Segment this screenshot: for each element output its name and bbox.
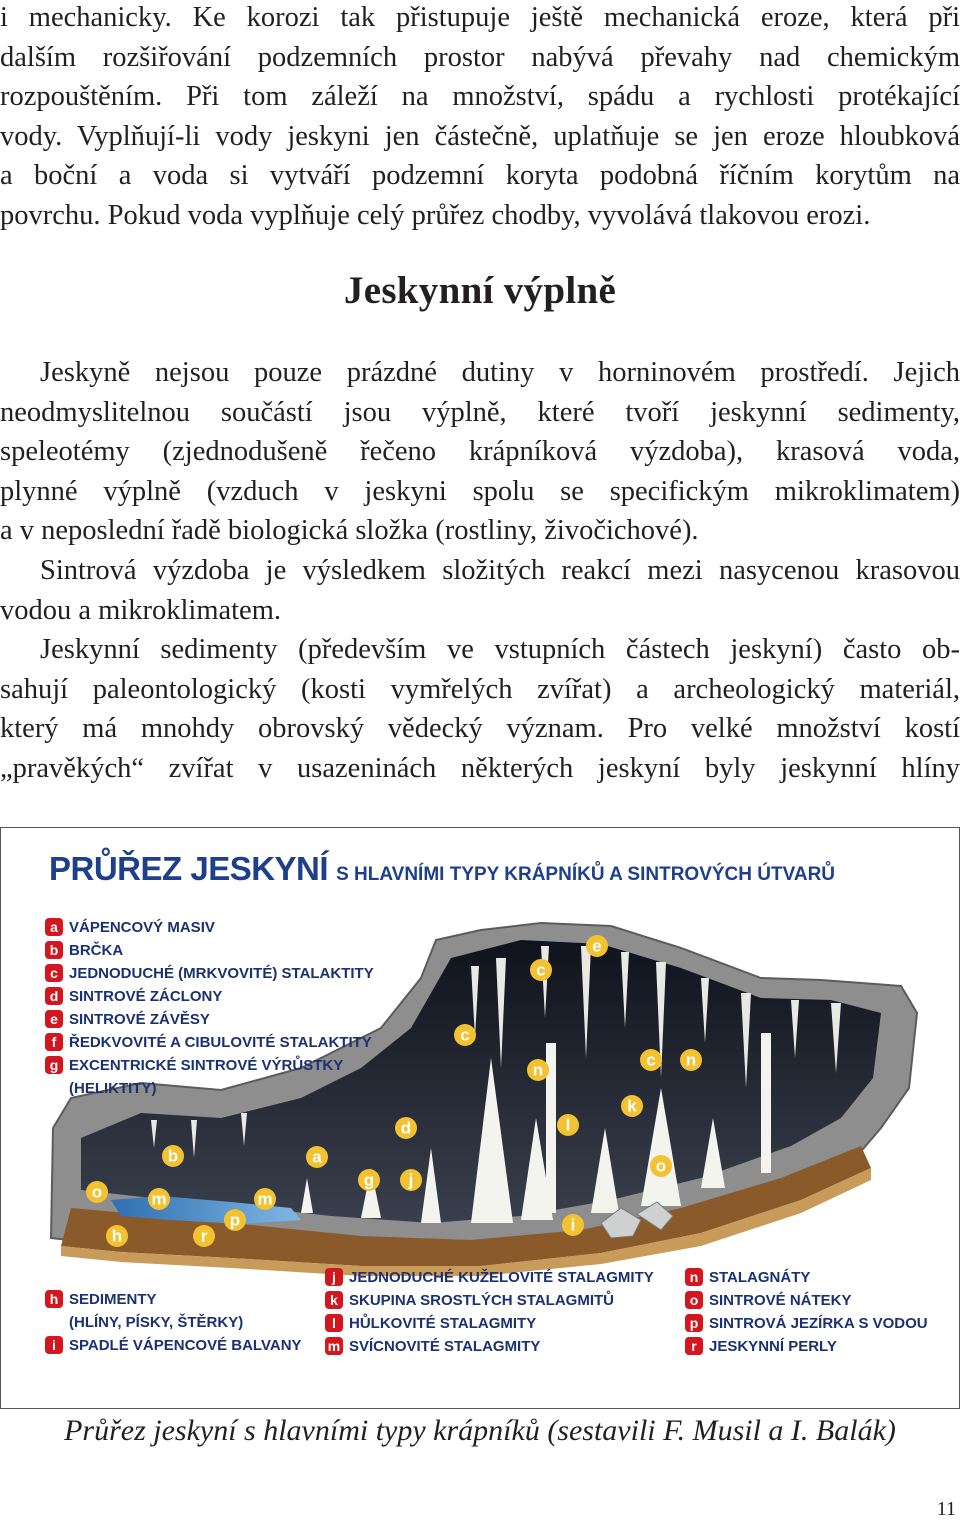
svg-text:g: g: [363, 1170, 375, 1190]
legend-key: d: [45, 987, 63, 1005]
legend-item: [685, 1314, 928, 1337]
legend-item: [45, 1336, 302, 1359]
sinter-paragraph: [0, 551, 960, 630]
legend-text: SINTROVÁ JEZÍRKA S VODOU: [709, 1315, 928, 1332]
legend-key: k: [325, 1291, 343, 1309]
text-line: vody. Vyplňují-li vody jeskyni jen částečně, uplatňuje se jen eroze hloubková: [0, 120, 960, 152]
cave-cross-section-figure: [0, 827, 960, 1409]
text-line: Sintrová výzdoba je výsledkem složitých reakcí mezi nasycenou krasovou: [40, 555, 960, 586]
legend-text: EXCENTRICKÉ SINTROVÉ VÝRŮSTKY: [69, 1057, 344, 1074]
svg-text:c: c: [646, 1050, 656, 1070]
figure-title-main: PRŮŘEZ JESKYNÍ: [49, 850, 329, 887]
svg-text:c: c: [460, 1025, 470, 1045]
legend-key: m: [325, 1337, 343, 1355]
legend-key: g: [45, 1056, 63, 1074]
legend-text: (HLÍNY, PÍSKY, ŠTĚRKY): [69, 1314, 244, 1331]
legend-key: o: [685, 1291, 703, 1309]
legend-key: p: [685, 1314, 703, 1332]
legend-key: b: [45, 941, 63, 959]
legend-text: STALAGNÁTY: [709, 1269, 811, 1286]
legend-item: [325, 1337, 654, 1360]
legend-text: JEDNODUCHÉ (MRKVOVITÉ) STALAKTITY: [69, 965, 374, 982]
legend-text: SINTROVÉ ZÁCLONY: [69, 988, 223, 1005]
svg-text:r: r: [200, 1226, 208, 1246]
legend-key: n: [685, 1268, 703, 1286]
svg-text:c: c: [536, 960, 546, 980]
svg-text:k: k: [627, 1096, 637, 1116]
legend-item: [685, 1268, 928, 1291]
legend-key: j: [325, 1268, 343, 1286]
text-line: neodmyslitelnou součástí jsou výplně, které tvoří jeskynní sedimenty,: [0, 396, 960, 428]
text-line: i mechanicky. Ke korozi tak přistupuje ještě mechanická eroze, která při: [0, 2, 960, 33]
text-line: plynné výplně (vzduch v jeskyni spolu se specifickým mikroklimatem): [0, 475, 960, 507]
text-line: který má mnohdy obrovský vědecký význam. Pro velké množství kostí: [0, 713, 960, 745]
svg-text:d: d: [400, 1118, 412, 1138]
svg-text:i: i: [570, 1215, 576, 1235]
legend-text: BRČKA: [69, 942, 124, 959]
legend-item: [45, 987, 374, 1010]
text-line: vodou a mikroklimatem.: [0, 594, 281, 626]
legend-item: [45, 918, 374, 941]
svg-text:l: l: [565, 1115, 571, 1135]
legend-key: l: [325, 1314, 343, 1332]
legend-text: SPADLÉ VÁPENCOVÉ BALVANY: [69, 1337, 302, 1354]
page-number: 11: [936, 1498, 956, 1520]
legend-bottom-right: [685, 1268, 928, 1360]
text-line: a boční a voda si vytváří podzemní koryta podobná říčním korytům na: [0, 160, 960, 192]
legend-item: [685, 1291, 928, 1314]
text-line: „pravěkých“ zvířat v usazeninách některých jeskyní byly jeskynní hlíny: [0, 752, 960, 784]
text-line: Jeskynní sedimenty (především ve vstupních částech jeskyní) často ob-: [40, 634, 960, 665]
legend-item: [45, 1033, 374, 1056]
legend-key: c: [45, 964, 63, 982]
svg-text:n: n: [685, 1050, 697, 1070]
legend-item: [45, 1010, 374, 1033]
legend-bottom-left: [45, 1290, 302, 1359]
sediments-paragraph: [0, 630, 960, 788]
text-line: rozpouštěním. Při tom záleží na množství, spádu a rychlosti protékající: [0, 81, 960, 113]
svg-text:a: a: [312, 1147, 322, 1167]
svg-text:o: o: [91, 1182, 103, 1202]
svg-text:b: b: [167, 1146, 179, 1166]
section-heading: Jeskynní výplně: [343, 269, 617, 312]
legend-key: h: [45, 1290, 63, 1308]
text-line: povrchu. Pokud voda vyplňuje celý průřez chodby, vyvolává tlakovou erozi.: [0, 199, 871, 231]
fills-paragraph: [0, 353, 960, 551]
legend-item: [685, 1337, 928, 1360]
svg-text:p: p: [229, 1210, 241, 1230]
legend-item: [45, 1290, 302, 1313]
legend-item: [45, 1313, 302, 1336]
text-line: Jeskyně nejsou pouze prázdné dutiny v horninovém prostředí. Jejich: [40, 357, 960, 388]
legend-key: e: [45, 1010, 63, 1028]
figure-title-sub: S HLAVNÍMI TYPY KRÁPNÍKŮ A SINTROVÝCH ÚTVARŮ: [336, 864, 836, 885]
legend-key: r: [685, 1337, 703, 1355]
figure-title: [49, 850, 835, 888]
legend-top: [45, 918, 374, 1102]
legend-text: SINTROVÉ NÁTEKY: [709, 1292, 852, 1309]
svg-text:o: o: [655, 1156, 667, 1176]
legend-text: JEDNODUCHÉ KUŽELOVITÉ STALAGMITY: [349, 1269, 654, 1286]
legend-text: SINTROVÉ ZÁVĚSY: [69, 1011, 210, 1028]
legend-text: ŘEDKVOVITÉ A CIBULOVITÉ STALAKTITY: [69, 1034, 372, 1051]
legend-item: [45, 964, 374, 987]
text-line: a v neposlední řadě biologická složka (rostliny, živočichové).: [0, 515, 699, 547]
legend-item: [45, 941, 374, 964]
svg-text:m: m: [257, 1189, 273, 1209]
intro-paragraph: [0, 0, 960, 236]
legend-text: SKUPINA SROSTLÝCH STALAGMITŮ: [349, 1292, 614, 1309]
svg-text:j: j: [408, 1170, 414, 1190]
text-line: dalším rozšiřování podzemních prostor nabývá převahy nad chemickým: [0, 41, 960, 73]
svg-text:n: n: [532, 1060, 544, 1080]
legend-item: [325, 1291, 654, 1314]
text-line: speleotémy (zjednodušeně řečeno krápníková výzdoba), krasová voda,: [0, 436, 960, 468]
legend-item: [45, 1079, 374, 1102]
figure-caption: Průřez jeskyní s hlavními typy krápníků (sestavili F. Musil a I. Balák): [64, 1414, 896, 1447]
legend-item: [325, 1314, 654, 1337]
legend-key: f: [45, 1033, 63, 1051]
legend-text: HŮLKOVITÉ STALAGMITY: [349, 1315, 537, 1332]
svg-text:e: e: [592, 936, 602, 956]
legend-text: JESKYNNÍ PERLY: [709, 1338, 837, 1355]
legend-text: SVÍCNOVITÉ STALAGMITY: [349, 1338, 541, 1355]
legend-key: i: [45, 1336, 63, 1354]
legend-text: VÁPENCOVÝ MASIV: [69, 919, 215, 936]
legend-text: SEDIMENTY: [69, 1291, 157, 1308]
legend-text: (HELIKTITY): [69, 1080, 157, 1097]
svg-text:m: m: [151, 1189, 167, 1209]
legend-item: [325, 1268, 654, 1291]
svg-text:h: h: [111, 1226, 123, 1246]
text-line: sahují paleontologický (kosti vymřelých zvířat) a archeologický materiál,: [0, 673, 960, 705]
legend-key: a: [45, 918, 63, 936]
legend-bottom-mid: [325, 1268, 654, 1360]
legend-item: [45, 1056, 374, 1079]
